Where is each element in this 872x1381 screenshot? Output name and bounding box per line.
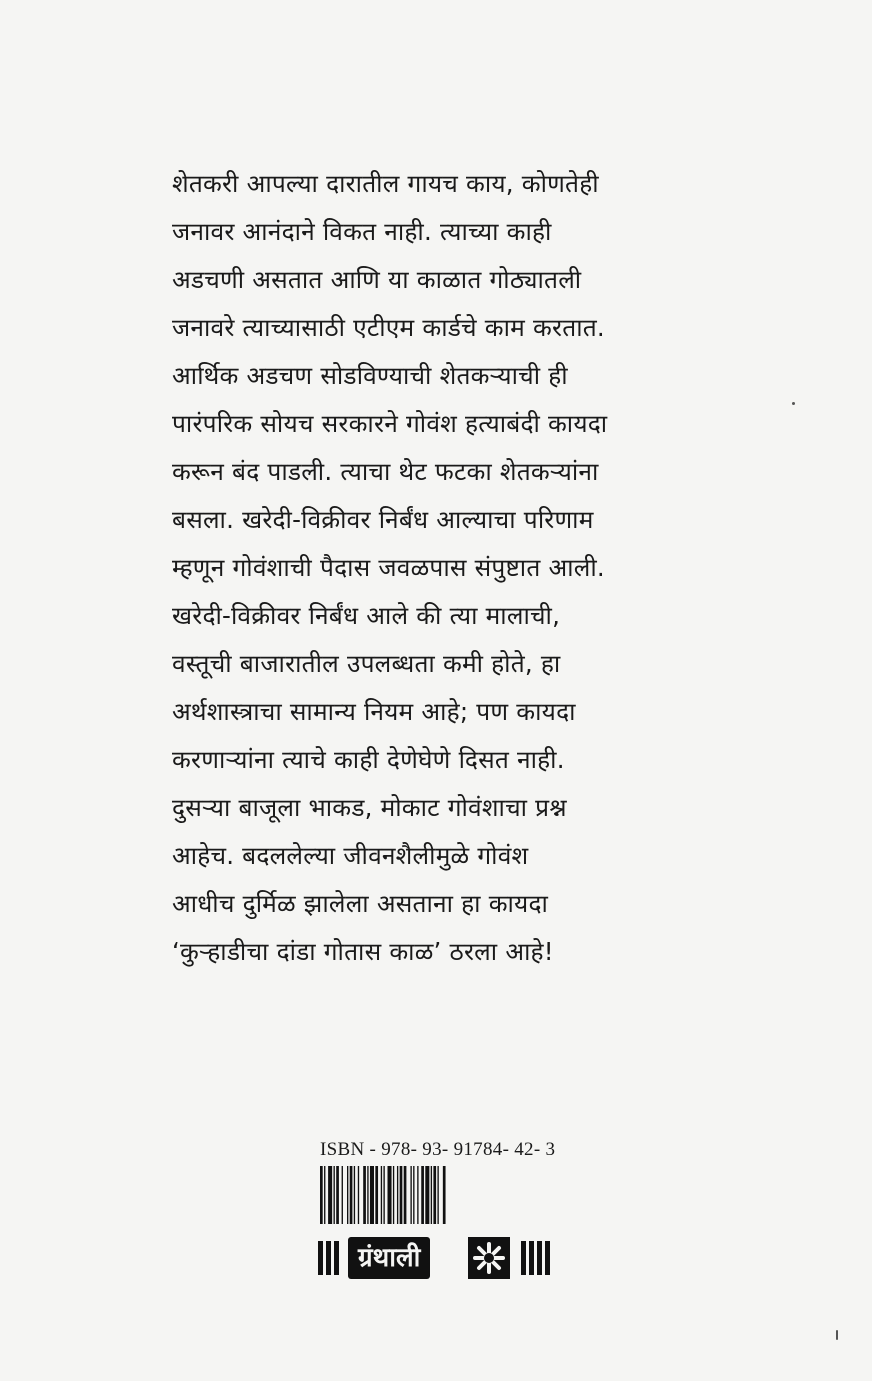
barcode-bar	[342, 1166, 343, 1224]
barcode	[318, 1166, 544, 1224]
barcode-bar	[334, 1166, 335, 1224]
blurb-line: अडचणी असतात आणि या काळात गोठ्यातली	[172, 265, 582, 294]
barcode-bar	[320, 1166, 323, 1224]
barcode-bar	[413, 1166, 414, 1224]
isbn-number: ISBN - 978- 93- 91784- 42- 3	[320, 1139, 556, 1160]
blurb-line: आर्थिक अडचण सोडविण्याची शेतकऱ्याची ही	[172, 361, 568, 390]
blurb-line: करून बंद पाडली. त्याचा थेट फटका शेतकऱ्यांना	[172, 457, 599, 486]
barcode-bar	[437, 1166, 438, 1224]
barcode-bar	[358, 1166, 359, 1224]
barcode-bar	[388, 1166, 392, 1224]
print-speck	[792, 402, 795, 405]
barcode-bar	[410, 1166, 411, 1224]
barcode-bar	[425, 1166, 429, 1224]
barcode-bar	[383, 1166, 384, 1224]
publisher-name: ग्रंथाली	[348, 1237, 430, 1279]
barcode-bar	[363, 1166, 366, 1224]
barcode-bar	[354, 1166, 355, 1224]
barcode-bar	[417, 1166, 418, 1224]
barcode-bar	[347, 1166, 348, 1224]
isbn-block	[318, 1138, 558, 1224]
barcode-bar	[421, 1166, 424, 1224]
blurb-line: करणाऱ्यांना त्याचे काही देणेघेणे दिसत नाही.	[172, 745, 565, 774]
barcode-bar	[370, 1166, 374, 1224]
barcode-bar	[328, 1166, 332, 1224]
blurb-line: पारंपरिक सोयच सरकारने गोवंश हत्याबंदी कायदा	[172, 409, 608, 438]
blurb-line: दुसऱ्या बाजूला भाकड, मोकाट गोवंशाचा प्रश्न	[172, 793, 567, 822]
barcode-bar	[375, 1166, 378, 1224]
blurb-line: खरेदी-विक्रीवर निर्बंध आले की त्या मालाची,	[172, 601, 561, 630]
blurb-line: आधीच दुर्मिळ झालेला असताना हा कायदा	[172, 889, 549, 918]
publisher-logo	[318, 1233, 550, 1283]
barcode-bar	[336, 1166, 339, 1224]
blurb-line: म्हणून गोवंशाची पैदास जवळपास संपुष्टात आली.	[172, 553, 605, 582]
blurb-text	[172, 160, 712, 976]
barcode-bar	[324, 1166, 325, 1224]
print-speck	[836, 1330, 838, 1340]
barcode-bar	[397, 1166, 398, 1224]
logo-bars-left	[318, 1241, 339, 1275]
barcode-bar	[393, 1166, 394, 1224]
barcode-bar	[400, 1166, 403, 1224]
barcode-bar	[443, 1166, 446, 1224]
blurb-line: बसला. खरेदी-विक्रीवर निर्बंध आल्याचा परिणाम	[172, 505, 594, 534]
blurb-line: जनावरे त्याच्यासाठी एटीएम कार्डचे काम करतात.	[172, 313, 605, 342]
blurb-line: वस्तूची बाजारातील उपलब्धता कमी होते, हा	[172, 649, 561, 678]
blurb-line: आहेच. बदललेल्या जीवनशैलीमुळे गोवंश	[172, 841, 529, 870]
barcode-bar	[431, 1166, 432, 1224]
barcode-bar	[381, 1166, 382, 1224]
barcode-bar	[367, 1166, 368, 1224]
star-burst-icon	[468, 1237, 510, 1279]
blurb-line: ‘कुऱ्हाडीचा दांडा गोतास काळ’ ठरला आहे!	[172, 937, 554, 966]
blurb-line: शेतकरी आपल्या दारातील गायच काय, कोणतेही	[172, 169, 599, 198]
logo-bars-right	[521, 1241, 550, 1275]
blurb-line: जनावर आनंदाने विकत नाही. त्याच्या काही	[172, 217, 552, 246]
barcode-bar	[433, 1166, 436, 1224]
barcode-bar	[404, 1166, 407, 1224]
blurb-line: अर्थशास्त्राचा सामान्य नियम आहे; पण कायदा	[172, 697, 576, 726]
barcode-bar	[350, 1166, 353, 1224]
